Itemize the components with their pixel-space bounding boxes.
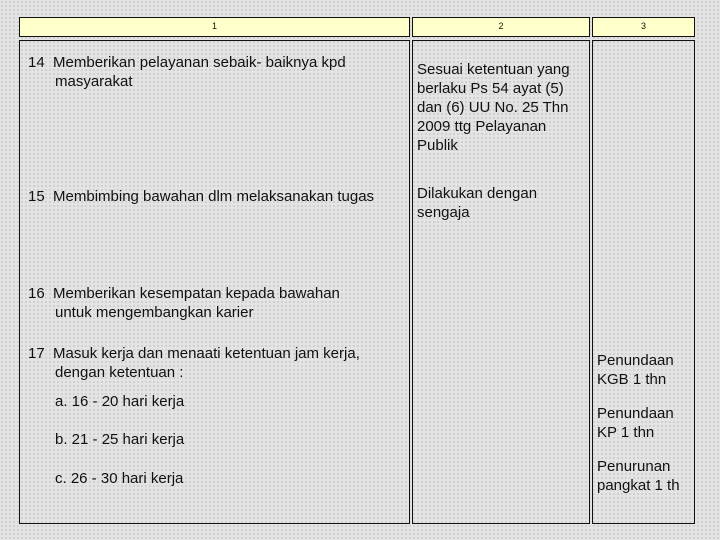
row-17-text-line1: Masuk kerja dan menaati ketentuan jam kerja, [53,345,360,362]
row-14-col2-line5: Publik [417,137,458,154]
row-16-text-line2: untuk mengembangkan karier [55,304,254,321]
row-16-text-line1: Memberikan kesempatan kepada bawahan [53,285,340,302]
header-col-1 [19,17,410,37]
header-col-3-label: 3 [640,21,646,31]
row-15-text-line1: Membimbing bawahan dlm melaksanakan tugas [53,188,375,205]
row-17-col3-a-line2: KGB 1 thn [597,371,667,388]
column-3-body [592,40,695,524]
row-17-col3-b-line2: KP 1 thn [597,424,655,441]
header-col-2-label: 2 [498,21,504,31]
row-15 [28,187,374,206]
row-16-number: 16 [28,285,45,302]
row-15-col2-line1: Dilakukan dengan [417,185,538,202]
row-14-number: 14 [28,54,45,71]
row-17-col3-c-line2: pangkat 1 th [597,477,680,494]
row-14 [28,53,346,72]
row-14-col2-line1: Sesuai ketentuan yang [417,61,570,78]
row-17 [28,344,360,363]
row-17-text-line2: dengan ketentuan : [55,364,184,381]
header-col-2 [412,17,590,37]
header-col-1-label: 1 [211,21,217,31]
row-15-number: 15 [28,188,45,205]
row-14-col2-line2: berlaku Ps 54 ayat (5) [417,80,564,97]
row-14-text-line1: Memberikan pelayanan sebaik- baiknya kpd [53,54,346,71]
row-17-col3-b-line1: Penundaan [597,405,674,422]
row-17-subitem-c: c. 26 - 30 hari kerja [55,470,184,487]
row-14-col2-line3: dan (6) UU No. 25 Thn [417,99,569,116]
header-col-3 [592,17,695,37]
row-17-number: 17 [28,345,45,362]
row-14-text-line2: masyarakat [55,73,133,90]
row-17-col3-a-line1: Penundaan [597,352,674,369]
row-15-col2-line2: sengaja [417,204,470,221]
row-14-col2-line4: 2009 ttg Pelayanan [417,118,547,135]
column-1-body [19,40,410,524]
row-17-col3-c-line1: Penurunan [597,458,671,475]
row-17-subitem-a: a. 16 - 20 hari kerja [55,393,185,410]
row-17-subitem-b: b. 21 - 25 hari kerja [55,431,185,448]
row-16 [28,284,340,303]
